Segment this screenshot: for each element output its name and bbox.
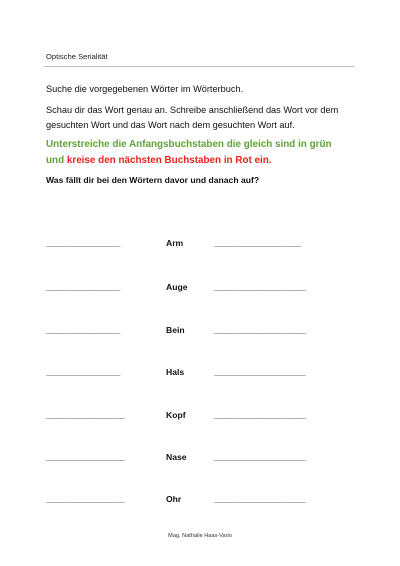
footer-author: Mag. Nathalie Haas-Vario [168, 533, 232, 539]
after-word-blank[interactable]: _____________________ [214, 325, 306, 335]
before-word-blank[interactable]: __________________ [46, 410, 125, 420]
after-word-blank[interactable]: _____________________ [214, 494, 306, 504]
intro-line-1: Suche die vorgegebenen Wörter im Wörterbuch. [46, 84, 244, 94]
target-word: Nase [166, 452, 187, 462]
exercise-row [0, 367, 400, 381]
exercise-row [0, 325, 400, 339]
target-word: Auge [166, 282, 188, 292]
target-word: Kopf [166, 410, 186, 420]
intro-line-2: Schau dir das Wort genau an. Schreibe anschließend das Wort vor dem gesuchten Wort und das Wort nach dem gesuchten Wort auf. [46, 105, 339, 130]
target-word: Ohr [166, 494, 182, 504]
after-word-blank[interactable]: _____________________ [214, 282, 306, 292]
after-word-blank[interactable]: _____________________ [214, 452, 306, 462]
before-word-blank[interactable]: __________________ [46, 494, 125, 504]
before-word-blank[interactable]: _________________ [46, 238, 121, 248]
header-divider [44, 66, 354, 67]
instruction-red-text: kreise den nächsten Buchstaben in Rot ein. [66, 154, 272, 166]
instruction-connector: und [46, 154, 65, 166]
after-word-blank[interactable]: _____________________ [214, 410, 306, 420]
target-word: Arm [166, 238, 184, 248]
before-word-blank[interactable]: _________________ [46, 367, 121, 377]
question-text: Was fällt dir bei den Wörtern davor und danach auf? [46, 175, 260, 185]
header-title: Optische Serialität [46, 52, 108, 61]
coloring-instruction [46, 137, 362, 168]
instruction-green-text: Unterstreiche die Anfangsbuchstaben die gleich sind in grün [46, 139, 332, 150]
exercise-row [0, 238, 400, 252]
exercise-row [0, 282, 400, 296]
target-word: Hals [166, 367, 185, 377]
after-word-blank[interactable]: _____________________ [214, 367, 306, 377]
before-word-blank[interactable]: _________________ [46, 325, 121, 335]
after-word-blank[interactable]: ____________________ [214, 238, 302, 248]
exercise-row [0, 494, 400, 508]
before-word-blank[interactable]: _________________ [46, 282, 121, 292]
exercise-row [0, 452, 400, 466]
exercise-row [0, 410, 400, 424]
before-word-blank[interactable]: __________________ [46, 452, 125, 462]
target-word: Bein [166, 325, 185, 335]
